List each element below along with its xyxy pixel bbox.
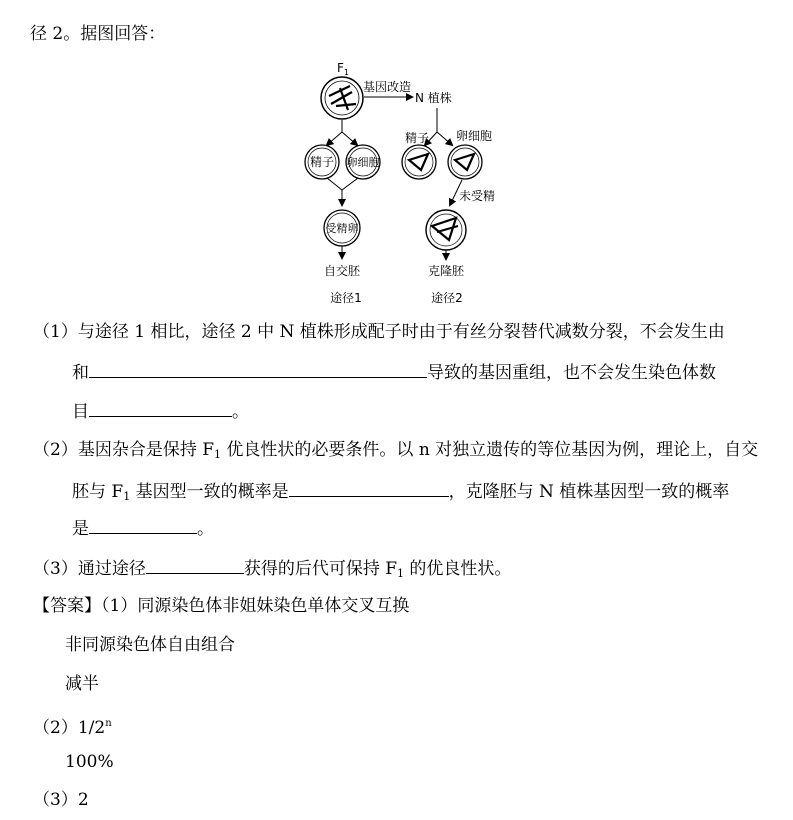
- answer-a2-line1: （2）1/2$^n$: [33, 718, 112, 738]
- q2-line3: 是 。: [72, 519, 214, 539]
- f1-label: $F_1$: [337, 61, 349, 77]
- answer-a1-line2: 非同源染色体自由组合: [65, 635, 235, 655]
- path1-split-arrows: [327, 120, 357, 145]
- intro-text: 径 2。据图回答：: [30, 24, 166, 44]
- q1-blank-2[interactable]: [89, 400, 232, 417]
- q1-line2: [72, 361, 716, 383]
- svg-text:精子: 精子: [309, 155, 335, 169]
- zygote-cell: [324, 210, 360, 246]
- sperm-cell-right-icon: [402, 145, 436, 179]
- q2-line2: 胚与 $F_1$ 基因型一致的概率是 ，克隆胚与 N 植株基因型一致的概率: [72, 482, 730, 503]
- n-plant-label: N 植株: [415, 91, 452, 105]
- answer-a3: （3）2: [33, 790, 89, 810]
- answer-line1: 【答案】（1）同源染色体非姐妹染色单体交叉互换: [33, 596, 410, 616]
- sperm-cell-left: [305, 145, 339, 179]
- q2-blank-1[interactable]: [289, 480, 449, 497]
- q3-line: （3）通过途径 获得的后代可保持 $F_1$ 的优良性状。: [33, 559, 512, 580]
- sperm-label-right: 精子: [405, 131, 430, 145]
- q1-line2-pre: 和: [72, 363, 89, 383]
- self-embryo-label: 自交胚: [323, 264, 361, 278]
- answer-a2-line2: 100%: [65, 752, 114, 772]
- svg-text:卵细胞: 卵细胞: [346, 156, 380, 169]
- q1-line2-post: 导致的基因重组，也不会发生染色体数: [427, 363, 716, 383]
- q1-line3-pre: 目: [72, 402, 89, 422]
- q2-line1: （2）基因杂合是保持 $F_1$ 优良性状的必要条件。以 n 对独立遗传的等位基因为例，理论上，自交: [33, 440, 759, 461]
- fertilization-arrows: [327, 178, 358, 205]
- q1-line1: （1）与途径 1 相比，途径 2 中 N 植株形成配子时由于有丝分裂替代减数分裂，不会发生由: [33, 322, 725, 342]
- f1-cell-icon: [321, 77, 363, 119]
- unfertilized-label: 未受精: [459, 189, 496, 203]
- q1-line3: [72, 400, 249, 422]
- egg-label-right: 卵细胞: [456, 129, 493, 143]
- path2-label: 途径2: [431, 291, 463, 305]
- q3-blank[interactable]: [146, 557, 244, 574]
- path2-split-arrows: [425, 108, 452, 145]
- svg-text:受精卵: 受精卵: [325, 222, 359, 235]
- clone-cell-icon: [426, 210, 466, 250]
- q2-blank-2[interactable]: [89, 517, 197, 534]
- clone-embryo-label: 克隆胚: [427, 264, 465, 278]
- egg-cell-right-icon: [448, 145, 482, 179]
- answer-label: 【答案】: [33, 596, 101, 616]
- egg-cell-left: [346, 145, 380, 179]
- q1-blank-1[interactable]: [89, 361, 427, 378]
- gene-mod-label: 基因改造: [363, 80, 412, 94]
- path1-label: 途径1: [330, 291, 362, 305]
- q1-line3-post: 。: [232, 402, 249, 422]
- answer-a1-line3: 减半: [65, 674, 99, 694]
